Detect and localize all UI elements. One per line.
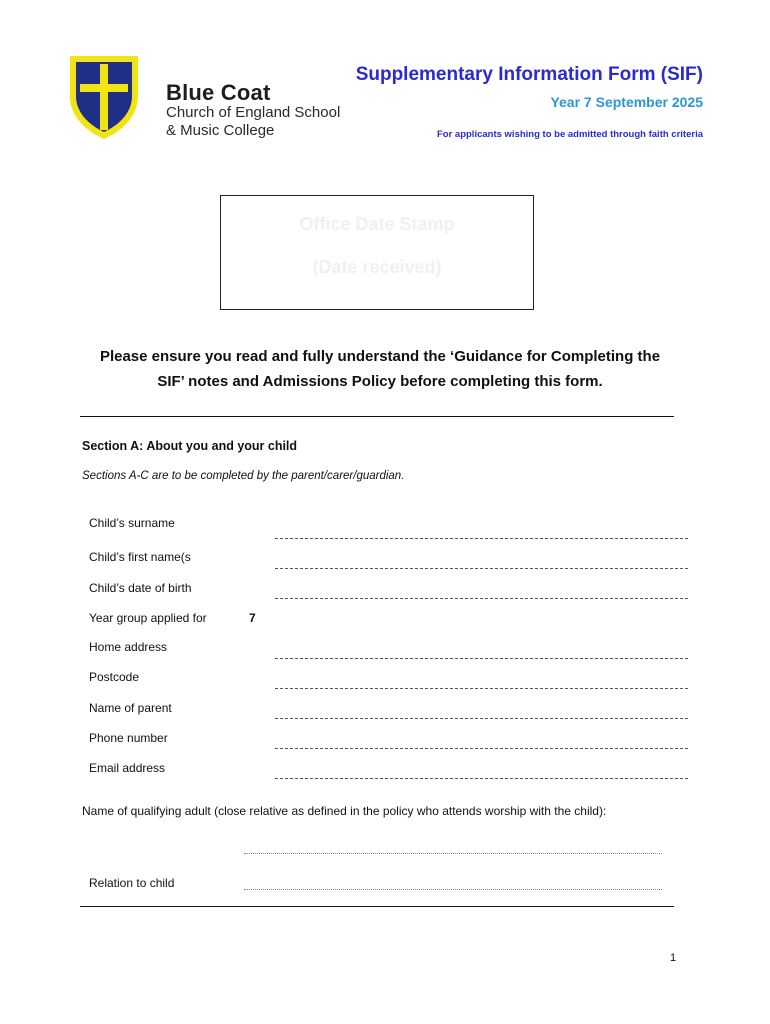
field-label-home-address: Home address bbox=[89, 640, 168, 654]
home-address-field[interactable] bbox=[275, 658, 688, 659]
field-label-child-dob: Child’s date of birth bbox=[89, 581, 192, 595]
qualifying-adult-field[interactable] bbox=[244, 853, 662, 854]
school-subtitle-2: & Music College bbox=[166, 122, 275, 139]
divider bbox=[80, 906, 674, 907]
child-surname-field[interactable] bbox=[275, 538, 688, 539]
relation-to-child-field[interactable] bbox=[244, 889, 662, 890]
divider bbox=[80, 416, 674, 417]
child-dob-field[interactable] bbox=[275, 598, 688, 599]
child-first-name-field[interactable] bbox=[275, 568, 688, 569]
qualifying-adult-label: Name of qualifying adult (close relative as defined in the policy who attends worship with the child): bbox=[82, 804, 607, 818]
year-group-value: 7 bbox=[249, 611, 256, 625]
stamp-label-line1: Office Date Stamp bbox=[299, 214, 455, 234]
parent-name-field[interactable] bbox=[275, 718, 688, 719]
page-number: 1 bbox=[670, 952, 677, 964]
section-a-note: Sections A-C are to be completed by the parent/carer/guardian. bbox=[82, 470, 405, 482]
guidance-notice-line2: SIF’ notes and Admissions Policy before completing this form. bbox=[157, 373, 603, 390]
form-year: Year 7 September 2025 bbox=[550, 94, 703, 110]
field-label-parent-name: Name of parent bbox=[89, 701, 172, 715]
email-address-field[interactable] bbox=[275, 778, 688, 779]
postcode-field[interactable] bbox=[275, 688, 688, 689]
field-label-email-address: Email address bbox=[89, 761, 166, 775]
school-name: Blue Coat bbox=[166, 80, 271, 105]
school-subtitle-1: Church of England School bbox=[166, 104, 341, 121]
field-label-year-group: Year group applied for bbox=[89, 611, 207, 625]
field-label-relation-to-child: Relation to child bbox=[89, 876, 175, 890]
form-title: Supplementary Information Form (SIF) bbox=[355, 64, 703, 85]
phone-number-field[interactable] bbox=[275, 748, 688, 749]
field-label-child-first-name: Child’s first name(s bbox=[89, 550, 191, 564]
guidance-notice-line1: Please ensure you read and fully understand the ‘Guidance for Completing the bbox=[99, 348, 661, 365]
field-label-postcode: Postcode bbox=[89, 670, 140, 684]
form-criteria-note: For applicants wishing to be admitted through faith criteria bbox=[436, 129, 703, 140]
office-date-stamp-box bbox=[220, 195, 534, 310]
section-a-title: Section A: About you and your child bbox=[82, 439, 298, 453]
school-crest-logo bbox=[66, 52, 142, 142]
stamp-label-line2: (Date received) bbox=[312, 257, 442, 277]
field-label-child-surname: Child’s surname bbox=[89, 516, 175, 530]
field-label-phone-number: Phone number bbox=[89, 731, 168, 745]
